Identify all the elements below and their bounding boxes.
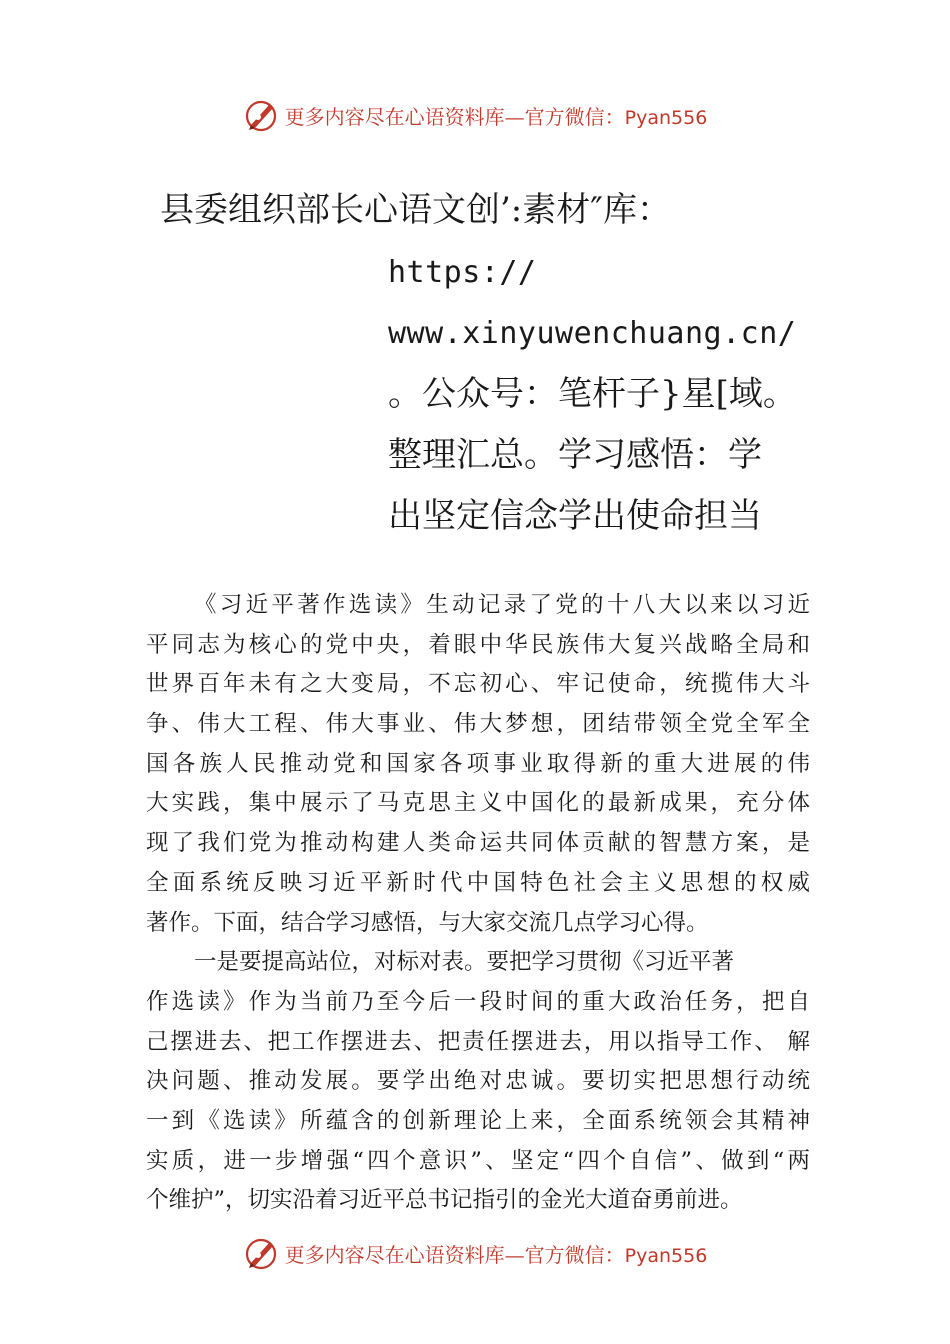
title-continuation (388, 242, 918, 547)
title-line-4: 。公众号：笔杆子}星[域。 (388, 374, 797, 414)
body-line: 国各族人民推动党和国家各项事业取得新的重大进展的伟 (146, 750, 810, 777)
pen-logo-icon (243, 97, 279, 133)
document-body (146, 586, 810, 1221)
body-line: 全面系统反映习近平新时代中国特色社会主义思想的权威 (146, 869, 810, 896)
body-line: 世界百年未有之大变局，不忘初心、牢记使命，统揽伟大斗 (146, 671, 810, 698)
title-line-6: 出坚定信念学出使命担当 (388, 496, 762, 536)
footer-watermark-banner (0, 1233, 950, 1273)
title-url-line-2: www.xinyuwenchuang.cn/ (388, 316, 797, 351)
body-line: 大实践，集中展示了马克思主义中国化的最新成果，充分体 (146, 790, 810, 817)
body-line: 一是要提高站位，对标对表。要把学习贯彻《习近平著 (194, 949, 735, 976)
header-watermark-banner (0, 95, 950, 135)
banner-text (285, 1239, 708, 1268)
banner-library-name: 更多内容尽在心语资料库 (284, 104, 505, 129)
title-line-1: 县委组织部长心语文创’:素材″库： (160, 190, 671, 230)
body-line: 个维护”，切实沿着习近平总书记指引的金光大道奋勇前进。 (146, 1187, 743, 1214)
body-line: 己摆进去、把工作摆进去、把责任摆进去，用以指导工作、 解 (146, 1028, 810, 1055)
banner-separator: —官方微信： (504, 104, 625, 129)
body-line: 实质，进一步增强“四个意识”、坚定“四个自信”、做到“两 (146, 1147, 810, 1174)
banner-separator: —官方微信： (504, 1242, 625, 1267)
body-line: 平同志为核心的党中央，着眼中华民族伟大复兴战略全局和 (146, 631, 810, 658)
body-line: 作选读》作为当前乃至今后一段时间的重大政治任务，把自 (146, 988, 810, 1015)
body-line: 一到《选读》所蕴含的创新理论上来，全面系统领会其精神 (146, 1107, 810, 1134)
banner-library-name: 更多内容尽在心语资料库 (284, 1242, 505, 1267)
banner-wechat-id: Pyan556 (624, 1244, 708, 1267)
body-line: 著作。下面，结合学习感悟，与大家交流几点学习心得。 (146, 909, 709, 936)
banner-wechat-id: Pyan556 (624, 106, 708, 129)
body-line: 决问题、推动发展。要学出绝对忠诚。要切实把思想行动统 (146, 1068, 810, 1095)
body-line: 《习近平著作选读》生动记录了党的十八大以来以习近 (194, 592, 810, 618)
pen-logo-icon (243, 1235, 279, 1271)
banner-text (285, 101, 708, 130)
title-url-line-1: https:// (388, 255, 537, 290)
title-line-5: 整理汇总。学习感悟：学 (388, 435, 762, 475)
body-line: 现了我们党为推动构建人类命运共同体贡献的智慧方案，是 (146, 830, 810, 857)
body-line: 争、伟大工程、伟大事业、伟大梦想，团结带领全党全军全 (146, 711, 810, 738)
